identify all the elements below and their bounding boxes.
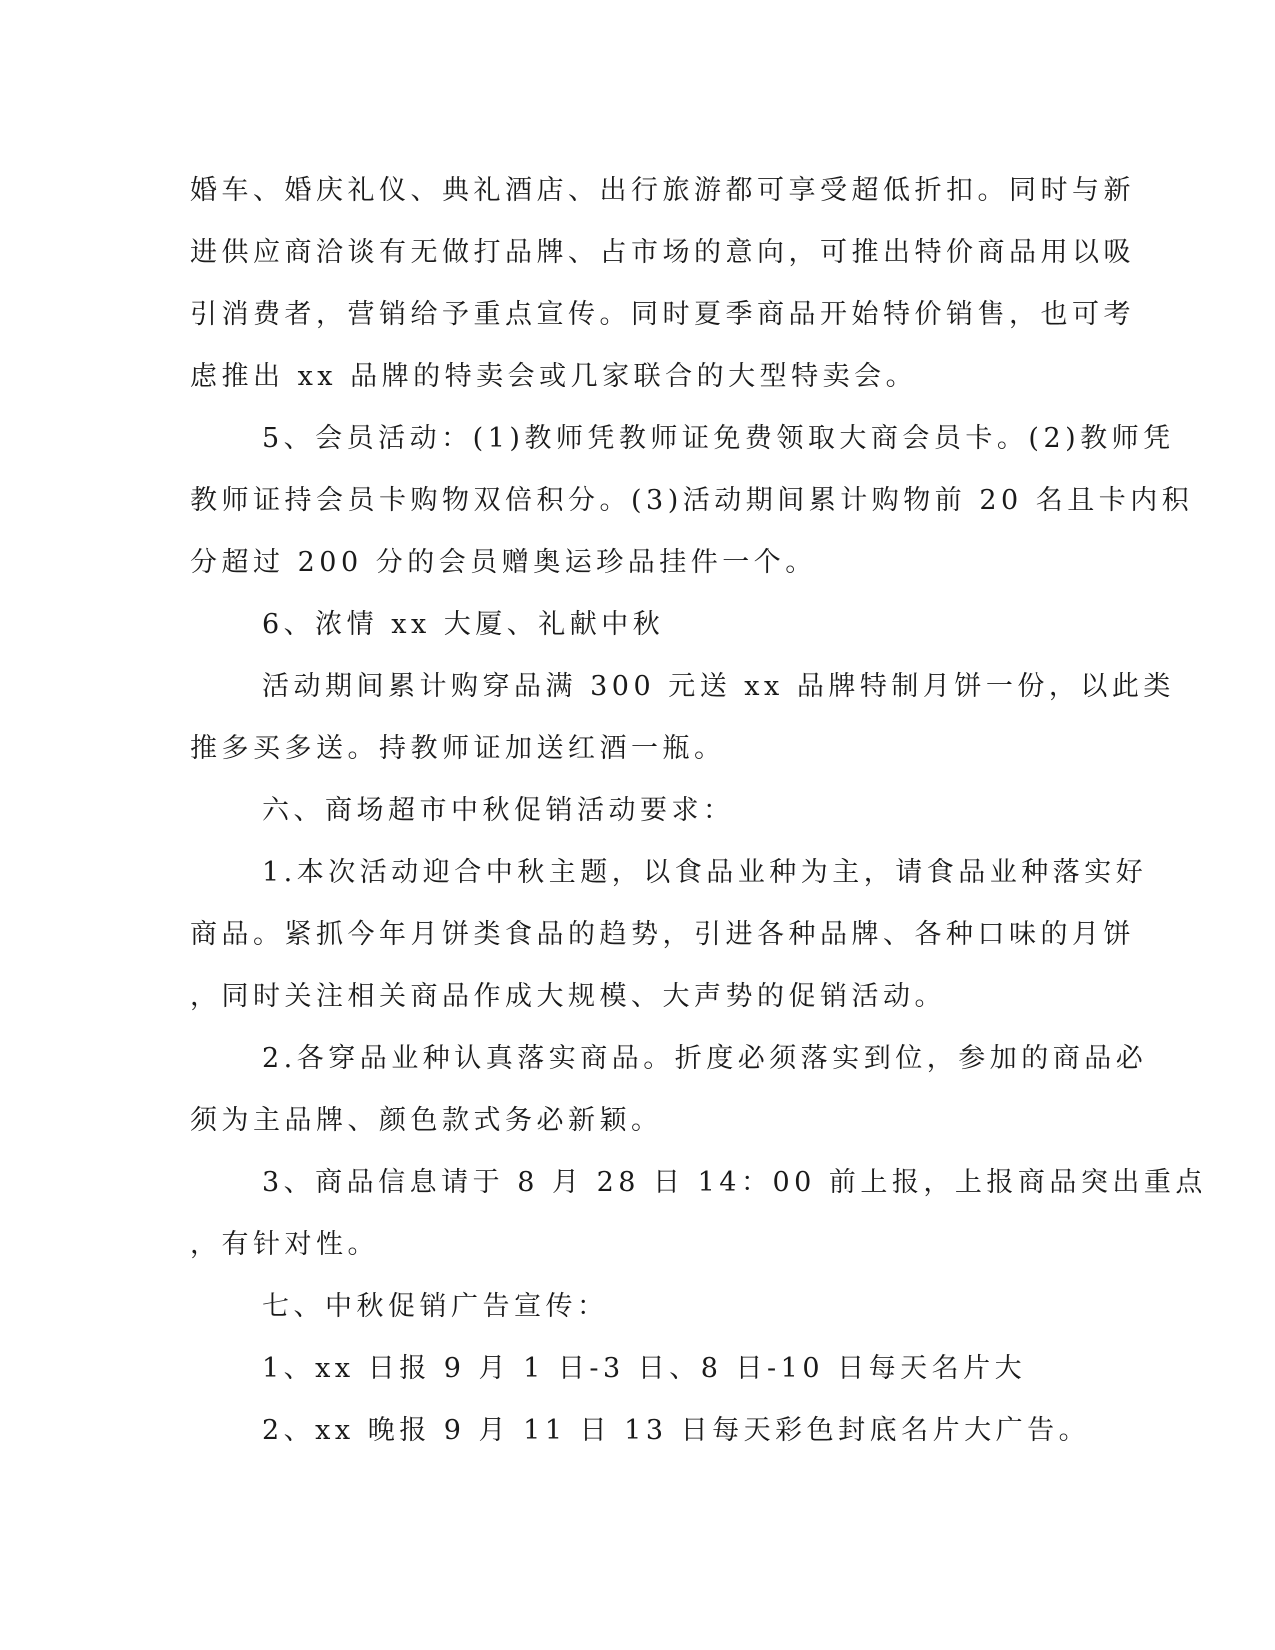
text-line: 进供应商洽谈有无做打品牌、占市场的意向，可推出特价商品用以吸 bbox=[190, 237, 1135, 268]
text-line: 商品。紧抓今年月饼类食品的趋势，引进各种品牌、各种口味的月饼 bbox=[190, 919, 1135, 950]
text-line: 3、商品信息请于 8 月 28 日 14：00 前上报，上报商品突出重点 bbox=[262, 1167, 1207, 1198]
text-line: 1、xx 日报 9 月 1 日-3 日、8 日-10 日每天名片大 bbox=[262, 1353, 1027, 1384]
text-line: 婚车、婚庆礼仪、典礼酒店、出行旅游都可享受超低折扣。同时与新 bbox=[190, 175, 1135, 206]
text-line: 虑推出 xx 品牌的特卖会或几家联合的大型特卖会。 bbox=[190, 361, 918, 392]
text-line: 须为主品牌、颜色款式务必新颖。 bbox=[190, 1105, 663, 1136]
text-line: 推多买多送。持教师证加送红酒一瓶。 bbox=[190, 733, 726, 764]
text-line: 1.本次活动迎合中秋主题，以食品业种为主，请食品业种落实好 bbox=[262, 857, 1148, 888]
document-body bbox=[190, 160, 1207, 1462]
section-heading: 六、商场超市中秋促销活动要求： bbox=[262, 795, 735, 826]
section-heading: 七、中秋促销广告宣传： bbox=[262, 1291, 609, 1322]
text-line: 5、会员活动：(1)教师凭教师证免费领取大商会员卡。(2)教师凭 bbox=[262, 423, 1175, 454]
text-line: 2、xx 晚报 9 月 11 日 13 日每天彩色封底名片大广告。 bbox=[262, 1415, 1091, 1446]
text-line: ，有针对性。 bbox=[190, 1229, 379, 1260]
text-line: 2.各穿品业种认真落实商品。折度必须落实到位，参加的商品必 bbox=[262, 1043, 1148, 1074]
text-line: 活动期间累计购穿品满 300 元送 xx 品牌特制月饼一份，以此类 bbox=[262, 671, 1175, 702]
text-line: 教师证持会员卡购物双倍积分。(3)活动期间累计购物前 20 名且卡内积 bbox=[190, 485, 1194, 516]
text-line: 6、浓情 xx 大厦、礼献中秋 bbox=[262, 609, 665, 640]
text-line: 引消费者，营销给予重点宣传。同时夏季商品开始特价销售，也可考 bbox=[190, 299, 1135, 330]
text-line: ，同时关注相关商品作成大规模、大声势的促销活动。 bbox=[190, 981, 946, 1012]
text-line: 分超过 200 分的会员赠奥运珍品挂件一个。 bbox=[190, 547, 817, 578]
